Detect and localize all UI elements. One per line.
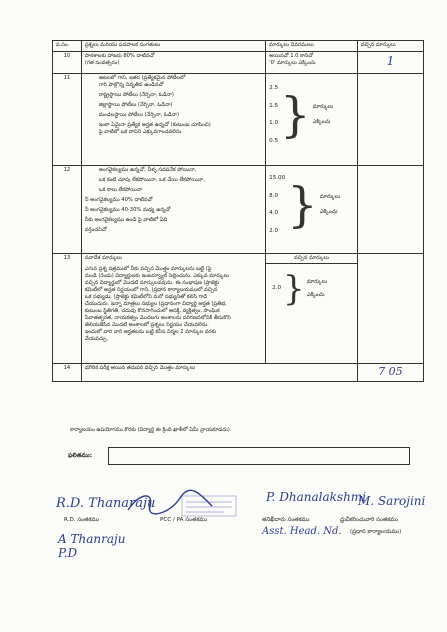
row-line: ఒక సభ్యుడు, (ప్రాజెక్టు కమిటీలోని మరో సభ్యునితో కలిసి గాడి: [84, 294, 208, 301]
marks-sub: ఎక్కించు: [319, 209, 338, 216]
brace-icon: }: [287, 177, 318, 234]
row-line: ఎగువ ప్రశ్న పత్రములో నీకు వచ్చిన మొత్తం మార్కులను బట్టి (పై: [84, 266, 212, 273]
signature-4-label: ధ్రువీకరించువారి సంతకము: [340, 517, 398, 523]
row-line: పై వాటిలో ఒక దానిని ఎక్కువగాంచవలెను.: [98, 129, 183, 136]
row-line: జిల్లాస్థాయి పోటీలు (నేర్పినా, ఓడినా): [98, 102, 173, 109]
table-header-row: [53, 41, 424, 52]
table-row: [53, 364, 424, 382]
row-marks-details: [266, 254, 358, 364]
row-obtained: [357, 166, 423, 254]
row-obtained: 7 05: [357, 364, 423, 382]
score-value: 2.0: [269, 227, 279, 234]
row-line: చేయుదురు. ఇన్నా మాత్రలు సభ్యుల (ప్రధానంగా విద్యార్థి అర్హత (ప్రతిభ,: [84, 301, 227, 308]
row-line: ఒక కంటి చూపు లేకపోయినా, ఒక చేయి లేకపోయినా,: [98, 177, 205, 184]
score-value: 2.0: [272, 285, 282, 292]
row-sno: 14: [53, 364, 82, 382]
pcc-stamp-seal: [120, 488, 240, 518]
row-obtained: [357, 74, 423, 166]
row-line: (గత సంవత్సరం): [84, 60, 120, 67]
row-line: నీకు అంగవైకల్యము ఉండి పై వాటిలో ఏది: [84, 217, 168, 224]
signature-3-label: తనిఖీదారు సంతకము: [262, 517, 310, 523]
row-line: పాఠశాలకు హాజరు 80% దాటినచో: [84, 53, 155, 59]
row-sno: 10: [53, 52, 82, 74]
signature-3-handwriting-2: Asst. Head. Nd.: [262, 526, 342, 537]
row-line: రాష్ట్రస్థాయి పోటీలు (నేర్పినా, ఓడినా): [98, 92, 174, 99]
marks-label: మార్కులు: [312, 103, 334, 110]
header-marks-details: మార్కులు వివరములు: [266, 41, 358, 52]
row-line: మండలస్థాయి పోటీలు (నేర్పినా, ఓడినా): [98, 112, 179, 119]
score-value: 1.0: [269, 120, 279, 127]
row-line: ఒక కాలు లేకపోయినా: [98, 187, 143, 194]
table-row: [53, 166, 424, 254]
row-marks-details: [266, 52, 358, 74]
row-criteria: [81, 364, 357, 382]
row-line: కుటుంబ స్థితిగతి, చదువు కొనసాగించులో ఆసక్తి, వ్యక్తిత్వం, సాంఘిక: [84, 308, 220, 315]
score-value: 1.5: [269, 102, 279, 109]
row-marks-details: [266, 166, 358, 254]
row-line: నీ అంగవైకల్యము 40% దాటినచో: [84, 197, 153, 204]
table-row: [53, 74, 424, 166]
row-line: అంగవైకల్యము ఉన్నచో, నీళ్ళ సదపనేక పోయినా,: [98, 167, 197, 173]
row-sno: 12: [53, 166, 82, 254]
signature-4-label-2: (ప్రధాన కార్యాలయము): [350, 529, 402, 535]
row-line: తెలియజేసిన మొదటి అంశాలలో ప్రశ్నలు నిర్ణయం చేయవలెను.: [84, 322, 209, 329]
row-sno: 13: [53, 254, 82, 364]
score-value: 15.00: [269, 175, 286, 181]
row-line: ఆటలలో గాని, ఇతర (ప్రత్యేకమైన పోటీలలో: [98, 75, 186, 81]
row-line: సవాదేశ మార్కులు: [84, 255, 122, 261]
row-line: గారి పాల్గొన్న నివృతిన ఉండినచో: [98, 82, 164, 89]
row-line: వర్తించనిచో: [84, 227, 107, 234]
row-line: '0' మార్కులు ఎక్కించు: [269, 60, 316, 67]
row-criteria: [81, 254, 265, 364]
brace-icon: }: [283, 269, 305, 310]
row-line: నుండి (రెండు) విద్యార్థులకు ఇంటర్వ్యూల్ సెల్లించును. ఎక్కువ మార్కులు: [84, 273, 230, 280]
row-line: నీ అంగవైకల్యము 40-30% మధ్య ఉన్నచో: [84, 207, 171, 214]
score-value: 8.0: [269, 192, 279, 199]
row-obtained: 1: [357, 52, 423, 74]
marks-details-subheader: వచ్చిన మార్కులు: [266, 254, 357, 264]
row-line: వేయవచ్చు.: [84, 336, 109, 343]
signature-3-handwriting: P. Dhanalakshmi: [266, 490, 367, 504]
row-line: మౌలిక పరీక్ష ఆయిన తదుపరి వచ్చిన మొత్తం మార్కులు: [84, 365, 196, 371]
table-row: [53, 254, 424, 364]
marks-label: మార్కులు: [319, 193, 341, 200]
score-value: 2.5: [269, 85, 279, 91]
row-criteria: [81, 166, 265, 254]
signature-1-label: R.D. సంతకము: [64, 517, 100, 523]
row-sno: 11: [53, 74, 82, 166]
result-label: ఫలితము:: [68, 452, 93, 459]
score-value: 0.5: [269, 137, 279, 144]
score-value: 4.0: [269, 210, 279, 217]
row-line: కమిటీలో అర్హత నిర్ణయంలో గాని, (ప్రధాన కార్యాలయములో వచ్చిన: [84, 287, 218, 294]
row-line: ఇంకా ఏమైనా ప్రత్యేక అర్హత ఉన్నచో (కుటుంబ చూపించి): [98, 122, 211, 129]
row-line: వచ్చిన విద్యార్థులో మొదటి మార్కులవవును. ఈ సంభాషణ (ప్రాజెక్టు: [84, 280, 220, 287]
row-criteria: [81, 52, 265, 74]
marks-sub: ఎక్కించు: [312, 119, 331, 126]
marks-table: [52, 40, 424, 382]
row-marks-details: [266, 74, 358, 166]
row-obtained: [357, 254, 423, 364]
header-sno: వ.సం.: [53, 41, 82, 52]
row-line: సేవాతత్పరత, నాయకత్వం మొదలగు అంశాలను పరిగణనలోనికి తీసుకొని: [84, 315, 231, 322]
signature-2-label: PCC / PA సంతకము: [160, 517, 208, 523]
brace-icon: }: [280, 87, 311, 144]
signature-1-handwriting-2: A Thanraju P.D: [58, 532, 126, 560]
result-input-box[interactable]: [108, 447, 410, 465]
header-marks-obtained: వచ్చిన మార్కులు: [357, 41, 423, 52]
table-row: [53, 52, 424, 74]
marks-sub: ఎక్కించు: [306, 292, 325, 299]
row-line: అయినచో 1.0 కానిచో: [269, 53, 314, 59]
office-use-note: కార్యాలయం ఉపయోగము కొరకు (విద్యార్థి ఈ క్రింది ఖాళీలో ఏమీ వ్రాయకూడదు).: [70, 427, 232, 433]
marks-label: మార్కులు: [306, 278, 328, 285]
row-criteria: [81, 74, 265, 166]
row-line: ఇందులో వారి వారి అర్హతలను బట్టి కనీస నిర్మల 2 మార్కుల వరకు: [84, 329, 217, 336]
signature-4-handwriting: M. Sarojini: [358, 494, 426, 508]
header-criteria: ప్రశ్నలు మరియు పదపాలక సంగతులు: [81, 41, 265, 52]
signature-1-handwriting: R.D. Thanaraju: [56, 496, 156, 511]
